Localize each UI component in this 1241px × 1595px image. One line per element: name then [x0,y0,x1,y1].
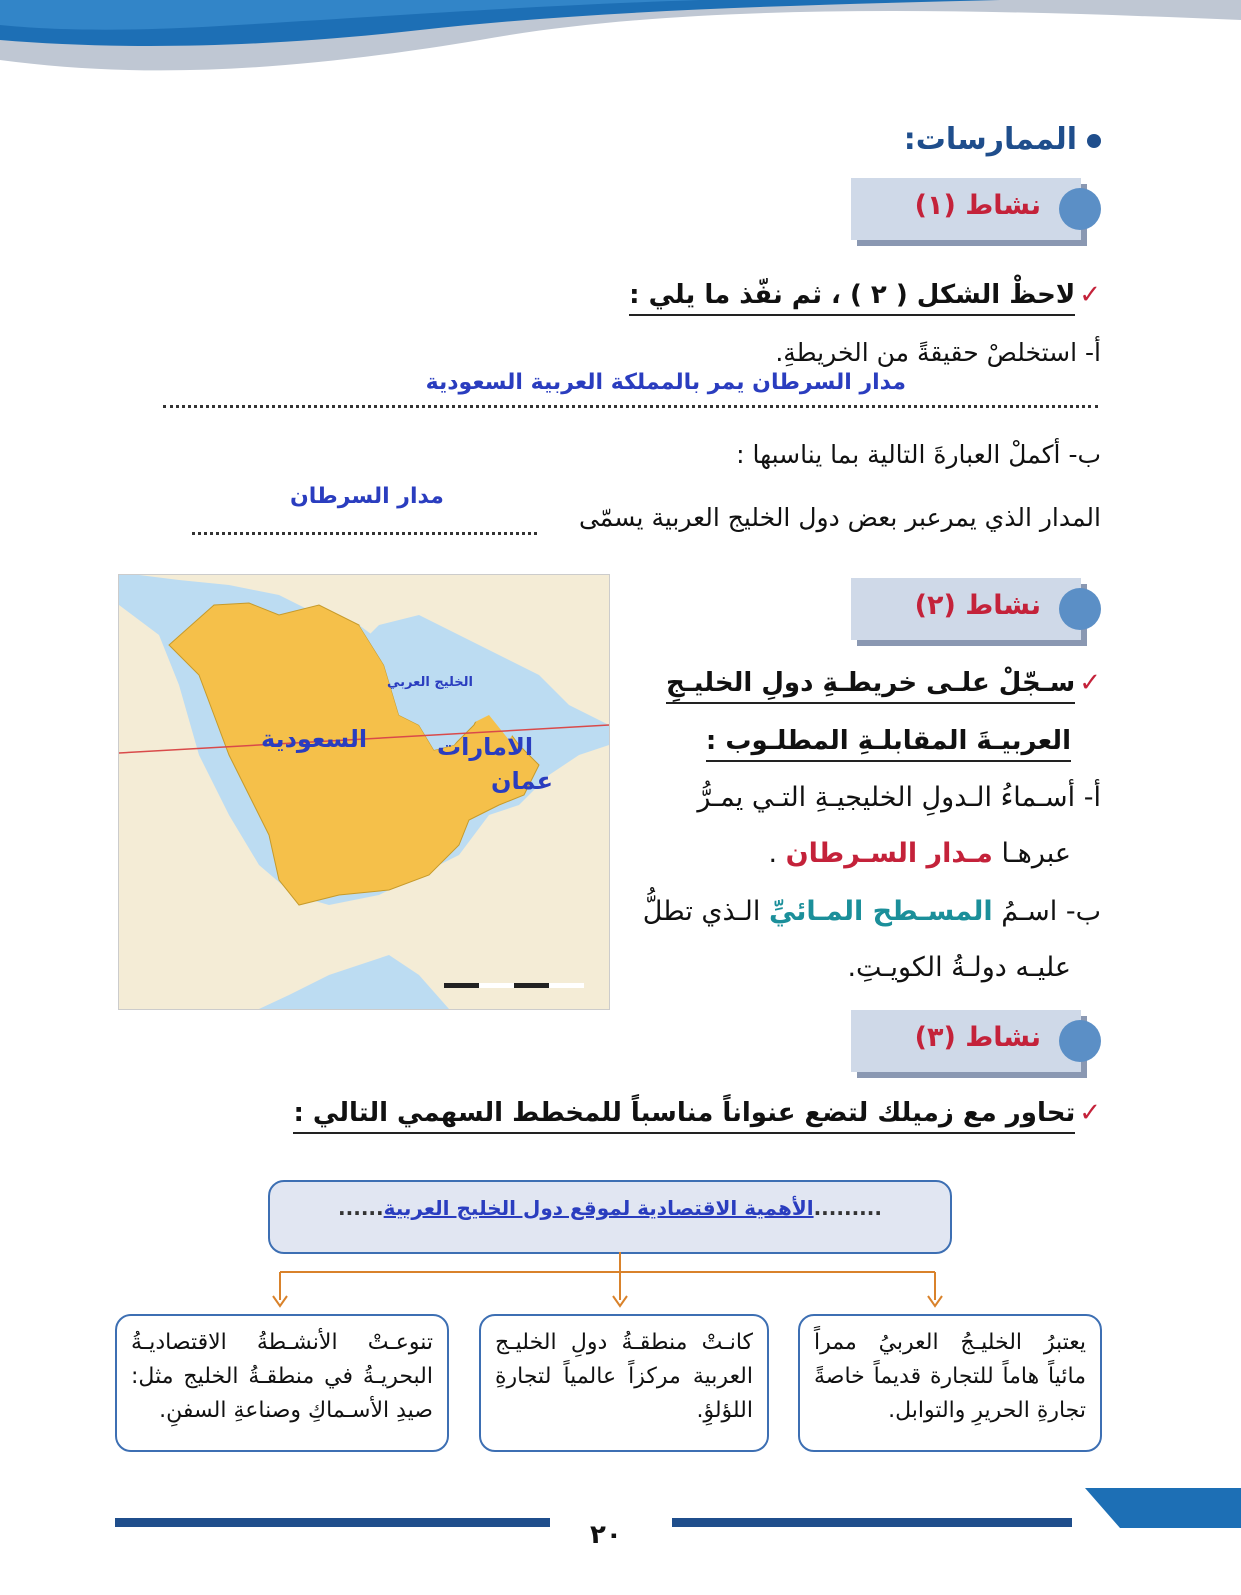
flowchart-title-box: .........الأهمية الاقتصادية لموقع دول الخليج العربية...... [268,1180,952,1254]
checkmark-icon: ✓ [1079,668,1101,698]
checkmark-icon: ✓ [1079,280,1101,310]
activity1-label: نشاط (١) [914,190,1041,221]
footer-bar-left [115,1518,550,1527]
activity-circle-icon [1059,188,1101,230]
activity2-instruction-line1: ✓سـجّلْ علـى خريطـةِ دولِ الخليـجِ [666,668,1101,698]
activity3-header [851,1010,1081,1072]
map-label-uae: الامارات [437,733,534,761]
flowchart-box-right: يعتبرُ الخليـجُ العربيُ ممراً مائياً هاماً للتجارة قديماً خاصةً تجارةِ الحريرِ والتوابل. [798,1314,1102,1452]
activity2-item-b-line1: ب- اسـمُ المسـطح المـائيِّ الـذي تطلُّ [642,896,1101,927]
map-label-gulf: الخليج العربي [387,675,474,690]
bullet-dot-icon [1087,134,1101,148]
answer-line [192,532,537,535]
activity3-instruction: ✓تحاور مع زميلك لتضع عنواناً مناسباً للمخطط السهمي التالي : [293,1098,1101,1128]
gulf-map [118,574,610,1010]
flowchart-box-left: تنوعـتْ الأنشـطةُ الاقتصاديـةُ البحريـةُ في منطقـةُ الخليج مثل: صيدِ الأسـماكِ وصناعةِ السفنِ. [115,1314,449,1452]
activity2-item-a-line2: عبرهـا مـدار السـرطان . [768,838,1071,869]
highlight-water-body: المسـطح المـائيِّ [768,896,993,927]
flowchart-title: الأهمية الاقتصادية لموقع دول الخليج العربية [383,1196,814,1220]
activity3-label: نشاط (٣) [914,1022,1041,1053]
activity1-answer-a: مدار السرطان يمر بالمملكة العربية السعودية [425,370,906,395]
activity-circle-icon [1059,1020,1101,1062]
header-banner [0,0,1241,110]
activity2-item-a-line1: أ- أسـماءُ الـدولِ الخليجيـةِ التـي يمـرُّ [697,782,1101,813]
activity1-item-a: أ- استخلصْ حقيقةً من الخريطةِ. [775,338,1101,367]
map-label-saudi: السعودية [261,725,368,753]
footer-bar-right [672,1518,1072,1527]
answer-line [163,405,1098,408]
activity1-sentence-b: المدار الذي يمرعبر بعض دول الخليج العربية يسمّى [578,503,1101,532]
activity1-item-b: ب- أكملْ العبارةَ التالية بما يناسبها : [736,440,1101,469]
activity2-label: نشاط (٢) [914,590,1041,621]
checkmark-icon: ✓ [1079,1098,1101,1128]
activity-circle-icon [1059,588,1101,630]
page-number: ٢٠ [590,1520,622,1550]
activity2-instruction-line2: العربيـةَ المقابلـةِ المطلـوب : [706,726,1071,756]
flowchart-box-middle: كانـتْ منطقـةُ دولِ الخليـج العربية مركزاً عالمياً لتجارةِ اللؤلؤِ. [479,1314,769,1452]
highlight-tropic: مـدار السـرطان [785,838,993,869]
activity2-item-b-line2: عليـه دولـةُ الكويـتِ. [847,952,1071,983]
activity1-answer-b: مدار السرطان [290,484,444,509]
section-title: الممارسات: [904,122,1101,157]
map-label-oman: عمان [491,767,553,795]
footer-corner-decoration [1070,1488,1241,1528]
activity1-instruction: ✓لاحظْ الشكل ( ٢ ) ، ثم نفّذ ما يلي : [629,280,1101,310]
activity2-header [851,578,1081,640]
activity1-header [851,178,1081,240]
